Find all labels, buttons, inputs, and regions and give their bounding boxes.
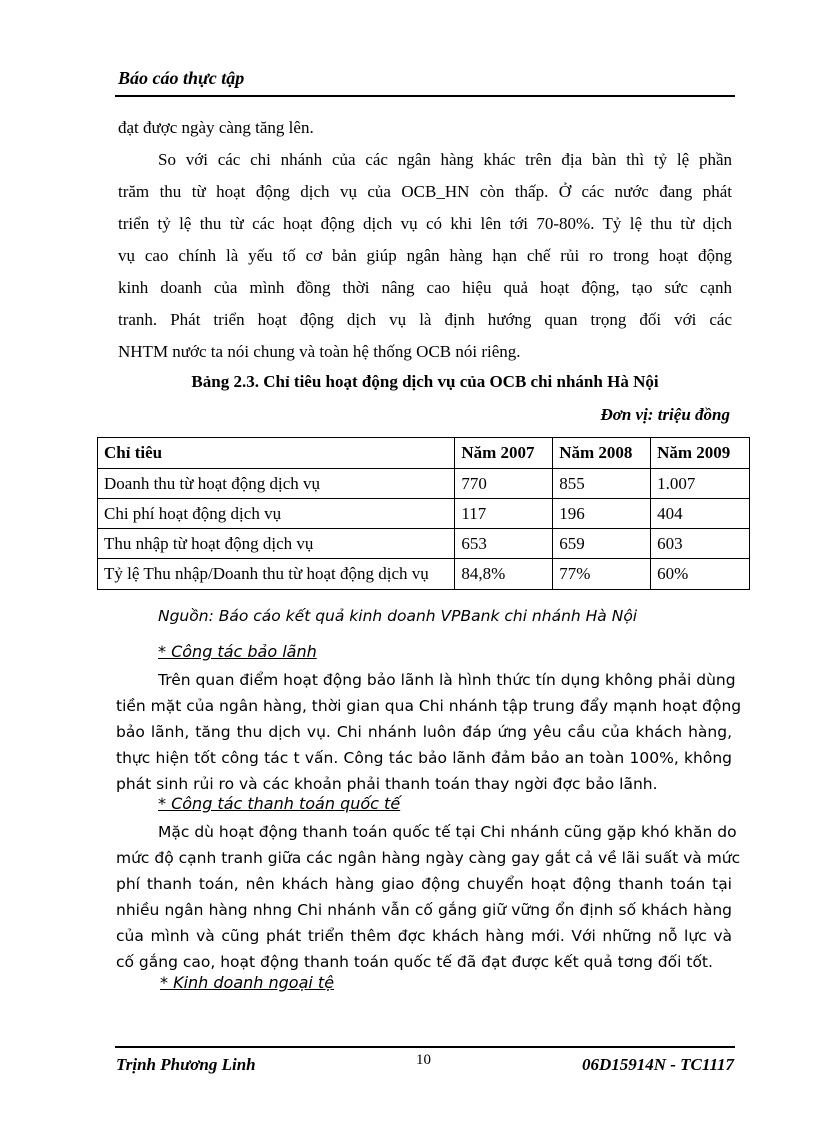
text-line: vụ cao chính là yếu tố cơ bản giúp ngân hàng hạn chế rủi ro trong hoạt động: [118, 246, 732, 265]
table-header-cell: Năm 2007: [455, 438, 553, 469]
table-unit: Đơn vị: triệu đồng: [600, 405, 730, 424]
table-cell: 603: [651, 529, 750, 559]
table-header-cell: Năm 2008: [553, 438, 651, 469]
payment-paragraph: [116, 819, 741, 975]
text-line: tiền mặt của ngân hàng, thời gian qua Chi nhánh tập trung đẩy mạnh hoạt động: [116, 697, 742, 715]
text-line: Trên quan điểm hoạt động bảo lãnh là hình thức tín dụng không phải dùng: [158, 671, 736, 689]
table-row: [98, 529, 750, 559]
text-line: phát sinh rủi ro và các khoản phải thanh toán thay ngời đợc bảo lãnh.: [116, 775, 658, 793]
table-cell: Thu nhập từ hoạt động dịch vụ: [98, 529, 455, 559]
page-header-title: Báo cáo thực tập: [118, 68, 245, 88]
table-cell: 196: [553, 499, 651, 529]
section-heading: * Kinh doanh ngoại tệ: [160, 973, 335, 992]
text-line: kinh doanh của mình đồng thời nâng cao hiệu quả hoạt động, tạo sức cạnh: [118, 278, 732, 297]
header-rule: [115, 95, 735, 97]
text-line: của mình và cũng phát triển thêm đợc khách hàng mới. Với những nỗ lực và: [116, 927, 732, 945]
table-cell: 1.007: [651, 469, 750, 499]
section-heading: * Công tác bảo lãnh: [158, 642, 317, 661]
table-cell: 770: [455, 469, 553, 499]
footer-author: Trịnh Phương Linh: [116, 1055, 256, 1074]
footer-code: 06D15914N - TC1117: [581, 1055, 734, 1074]
text-line: tranh. Phát triển hoạt động dịch vụ là định hướng quan trọng đối với các: [118, 310, 732, 329]
table-cell: 117: [455, 499, 553, 529]
table-cell: Chi phí hoạt động dịch vụ: [98, 499, 455, 529]
text-line: cố gắng cao, hoạt động thanh toán quốc tế đã đạt được kết quả tơng đối tốt.: [116, 953, 713, 971]
text-line: Mặc dù hoạt động thanh toán quốc tế tại Chi nhánh cũng gặp khó khăn do: [158, 823, 737, 841]
service-indicators-table: [97, 437, 750, 590]
intro-paragraph: [118, 112, 732, 368]
table-cell: 659: [553, 529, 651, 559]
footer-rule: [115, 1046, 735, 1048]
text-line: thực hiện tốt công tác t vấn. Công tác bảo lãnh đảm bảo an toàn 100%, không: [116, 749, 732, 767]
table-cell: 404: [651, 499, 750, 529]
table-row: [98, 469, 750, 499]
text-line: phí thanh toán, nên khách hàng giao động chuyển hoạt động thanh toán tại: [116, 875, 732, 893]
text-line: mức độ cạnh tranh giữa các ngân hàng ngày càng gay gắt cả về lãi suất và mức: [116, 849, 741, 867]
table-source: Nguồn: Báo cáo kết quả kinh doanh VPBank chi nhánh Hà Nội: [158, 607, 638, 625]
table-header-cell: Năm 2009: [651, 438, 750, 469]
guarantee-paragraph: [116, 667, 742, 797]
table-cell: Doanh thu từ hoạt động dịch vụ: [98, 469, 455, 499]
text-line: bảo lãnh, tăng thu dịch vụ. Chi nhánh luôn đáp ứng yêu cầu của khách hàng,: [116, 723, 732, 741]
table-caption: Bảng 2.3. Chỉ tiêu hoạt động dịch vụ của OCB chi nhánh Hà Nội: [191, 372, 659, 391]
text-line: đạt được ngày càng tăng lên.: [118, 118, 314, 137]
table-row: [98, 559, 750, 590]
text-line: trăm thu từ hoạt động dịch vụ của OCB_HN còn thấp. Ở các nước đang phát: [118, 182, 732, 201]
text-line: nhiều ngân hàng nhng Chi nhánh vẫn cố gắng giữ vững ổn định số khách hàng: [116, 901, 732, 919]
table-cell: 84,8%: [455, 559, 553, 590]
table-cell: 855: [553, 469, 651, 499]
table-header-cell: Chỉ tiêu: [98, 438, 455, 469]
table-cell: Tỷ lệ Thu nhập/Doanh thu từ hoạt động dịch vụ: [98, 559, 455, 590]
table-row: [98, 499, 750, 529]
section-heading: * Công tác thanh toán quốc tế: [158, 794, 401, 813]
table-cell: 60%: [651, 559, 750, 590]
table-header-row: [98, 438, 750, 469]
text-line: triển tỷ lệ thu từ các hoạt động dịch vụ có khi lên tới 70-80%. Tỷ lệ thu từ dịch: [118, 214, 732, 233]
table-cell: 77%: [553, 559, 651, 590]
text-line: NHTM nước ta nói chung và toàn hệ thống OCB nói riêng.: [118, 342, 521, 361]
text-line: So với các chi nhánh của các ngân hàng khác trên địa bàn thì tỷ lệ phần: [158, 150, 732, 169]
footer-page-number: 10: [416, 1052, 431, 1068]
table-cell: 653: [455, 529, 553, 559]
